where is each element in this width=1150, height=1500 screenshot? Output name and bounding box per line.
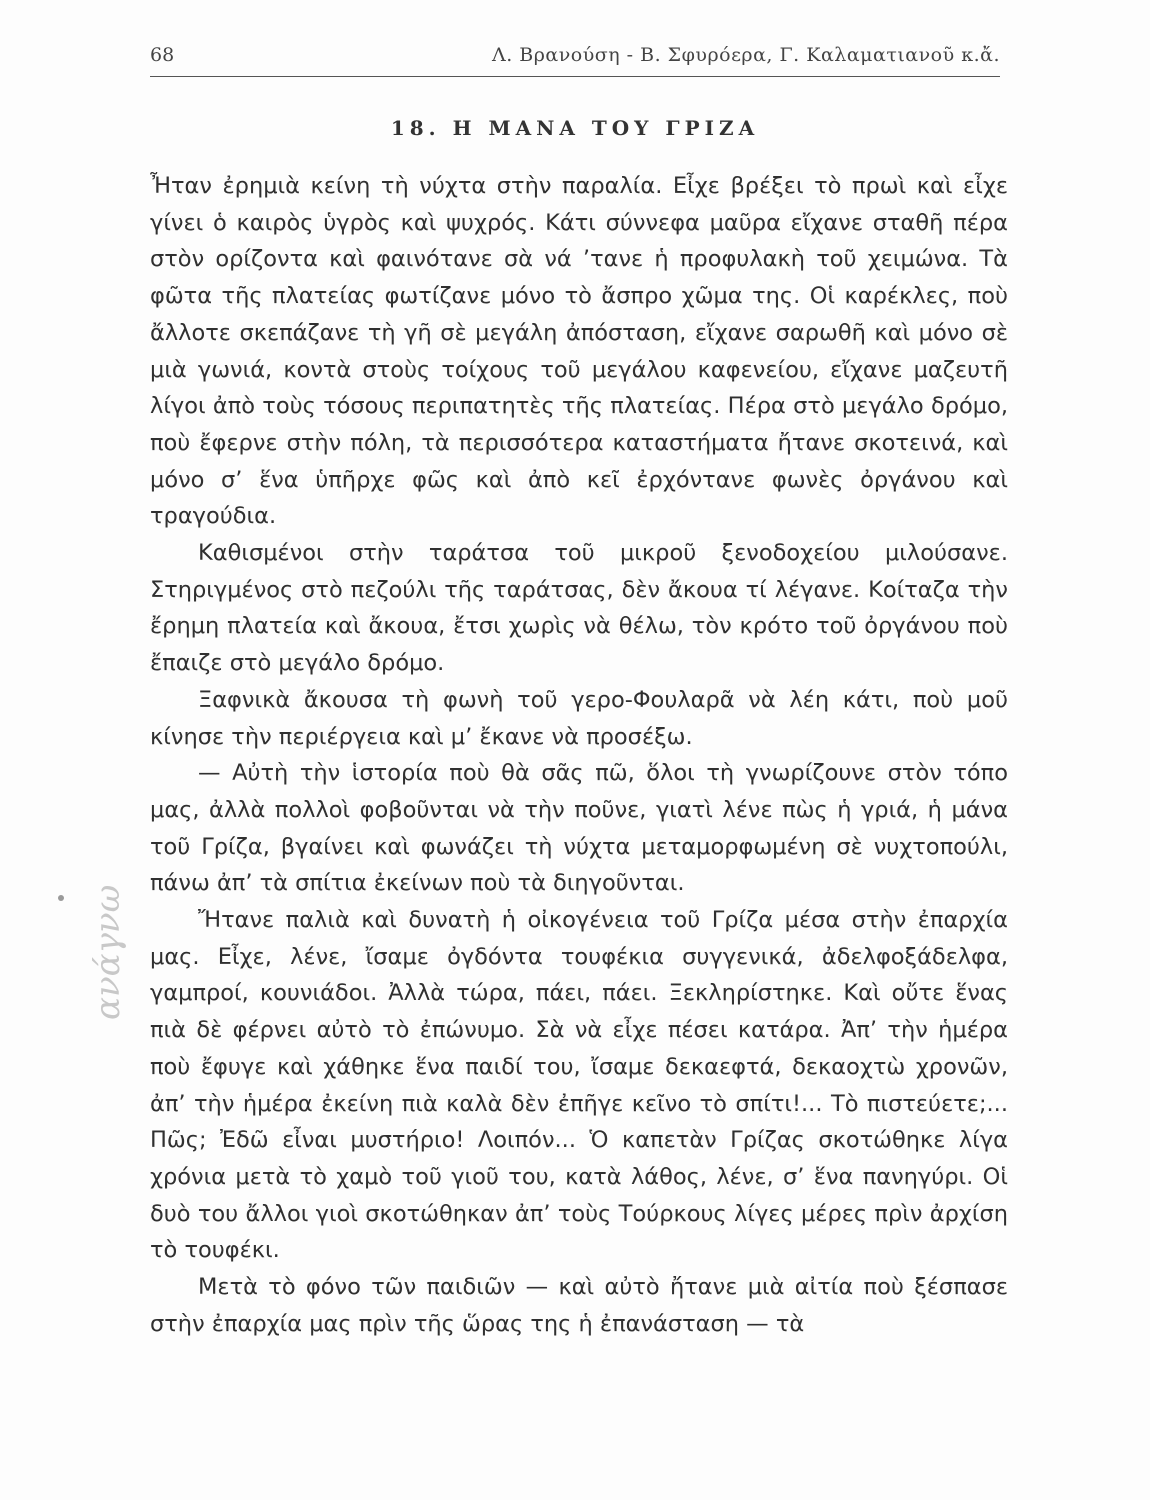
paragraph: Μετὰ τὸ φόνο τῶν παιδιῶν — καὶ αὐτὸ ἤτανε μιὰ αἰτία ποὺ ξέσπασε στὴν ἐπαρχία μας πρὶν τῆς ὥρας της ἡ ἐπανάσταση — τὰ [150,1274,1008,1337]
margin-dot [58,895,64,901]
paragraph: Καθισμένοι στὴν ταράτσα τοῦ μικροῦ ξενοδοχείου μιλούσανε. Στηριγμένος στὸ πεζούλι τῆς ταράτσας, δὲν ἄκουα τί λέγανε. Κοίταζα τὴν ἔρημη πλατεία καὶ ἄκουα, ἔτσι χωρὶς νὰ θέλω, τὸν κρότο τοῦ ὀργάνου ποὺ ἔπαιζε στὸ μεγάλο δρόμο. [150,540,1008,677]
paragraph: Ἤτανε παλιὰ καὶ δυνατὴ ἡ οἰκογένεια τοῦ Γρίζα μέσα στὴν ἐπαρχία μας. Εἶχε, λένε, ἴσαμε ὀγδόντα τουφέκια συγγενικά, ἀδελφοξάδελφα, γαμπροί, κουνιάδοι. Ἀλλὰ τώρα, πάει, πάει. Ξεκληρίστηκε. Καὶ οὔτε ἕνας πιὰ δὲ φέρνει αὐτὸ τὸ ἐπώνυμο. Σὰ νὰ εἶχε πέσει κατάρα. Ἀπ’ τὴν ἡμέρα ποὺ ἔφυγε καὶ χάθηκε ἕνα παιδί του, ἴσαμε δεκαεφτά, δεκαοχτὼ χρονῶν, ἀπ’ τὴν ἡμέρα ἐκείνη πιὰ καλὰ δὲν ἐπῆγε κεῖνο τὸ σπίτι!... Τὸ πιστεύετε;... Πῶς; Ἐδῶ εἶναι μυστήριο! Λοιπόν... Ὁ καπετὰν Γρίζας σκοτώθηκε λίγα χρόνια μετὰ τὸ χαμὸ τοῦ γιοῦ του, κατὰ λάθος, λένε, σ’ ἕνα πανηγύρι. Οἱ δυὸ του ἄλλοι γιοὶ σκοτώθηκαν ἀπ’ τοὺς Τούρκους λίγες μέρες πρὶν ἀρχίση τὸ τουφέκι. [150,907,1008,1264]
page-number: 68 [150,44,175,66]
handwritten-margin-note: ανάγνω [88,884,128,1020]
paragraph: Ξαφνικὰ ἄκουσα τὴ φωνὴ τοῦ γερο-Φουλαρᾶ νὰ λέη κάτι, ποὺ μοῦ κίνησε τὴν περιέργεια καὶ μ’ ἔκανε νὰ προσέξω. [150,686,1008,750]
paragraph: — Αὐτὴ τὴν ἱστορία ποὺ θὰ σᾶς πῶ, ὅλοι τὴ γνωρίζουνε στὸν τόπο μας, ἀλλὰ πολλοὶ φοβοῦνται νὰ τὴν ποῦνε, γιατὶ λένε πὼς ἡ γριά, ἡ μάνα τοῦ Γρίζα, βγαίνει καὶ φωνάζει τὴ νύχτα μεταμορφωμένη σὲ νυχτοπούλι, πάνω ἀπ’ τὰ σπίτια ἐκείνων ποὺ τὰ διηγοῦνται. [150,760,1008,897]
running-head [150,40,1000,77]
chapter-title: 18. Η ΜΑΝΑ ΤΟΥ ΓΡΙΖΑ [390,116,760,140]
header-authors: Λ. Βρανούση - Β. Σφυρόερα, Γ. Καλαματιανοῦ κ.ἄ. [491,44,1000,66]
body-text [150,168,1008,1343]
paragraph: Ἦταν ἐρημιὰ κείνη τὴ νύχτα στὴν παραλία. Εἶχε βρέξει τὸ πρωὶ καὶ εἶχε γίνει ὁ καιρὸς ὑγρὸς καὶ ψυχρός. Κάτι σύννεφα μαῦρα εἴχανε σταθῆ πέρα στὸν ορίζοντα καὶ φαινότανε σὰ νά ’τανε ἡ προφυλακὴ τοῦ χειμώνα. Τὰ φῶτα τῆς πλατείας φωτίζανε μόνο τὸ ἄσπρο χῶμα της. Οἱ καρέκλες, ποὺ ἄλλοτε σκεπάζανε τὴ γῆ σὲ μεγάλη ἀπόσταση, εἴχανε σαρωθῆ καὶ μόνο σὲ μιὰ γωνιά, κοντὰ στοὺς τοίχους τοῦ μεγάλου καφενείου, εἴχανε μαζευτῆ λίγοι ἀπὸ τοὺς τόσους περιπατητὲς τῆς πλατείας. Πέρα στὸ μεγάλο δρόμο, ποὺ ἔφερνε στὴν πόλη, τὰ περισσότερα καταστήματα ἤτανε σκοτεινά, καὶ μόνο σ’ ἕνα ὑπῆρχε φῶς καὶ ἀπὸ κεῖ ἐρχόντανε φωνὲς ὀργάνου καὶ τραγούδια. [150,173,1008,530]
